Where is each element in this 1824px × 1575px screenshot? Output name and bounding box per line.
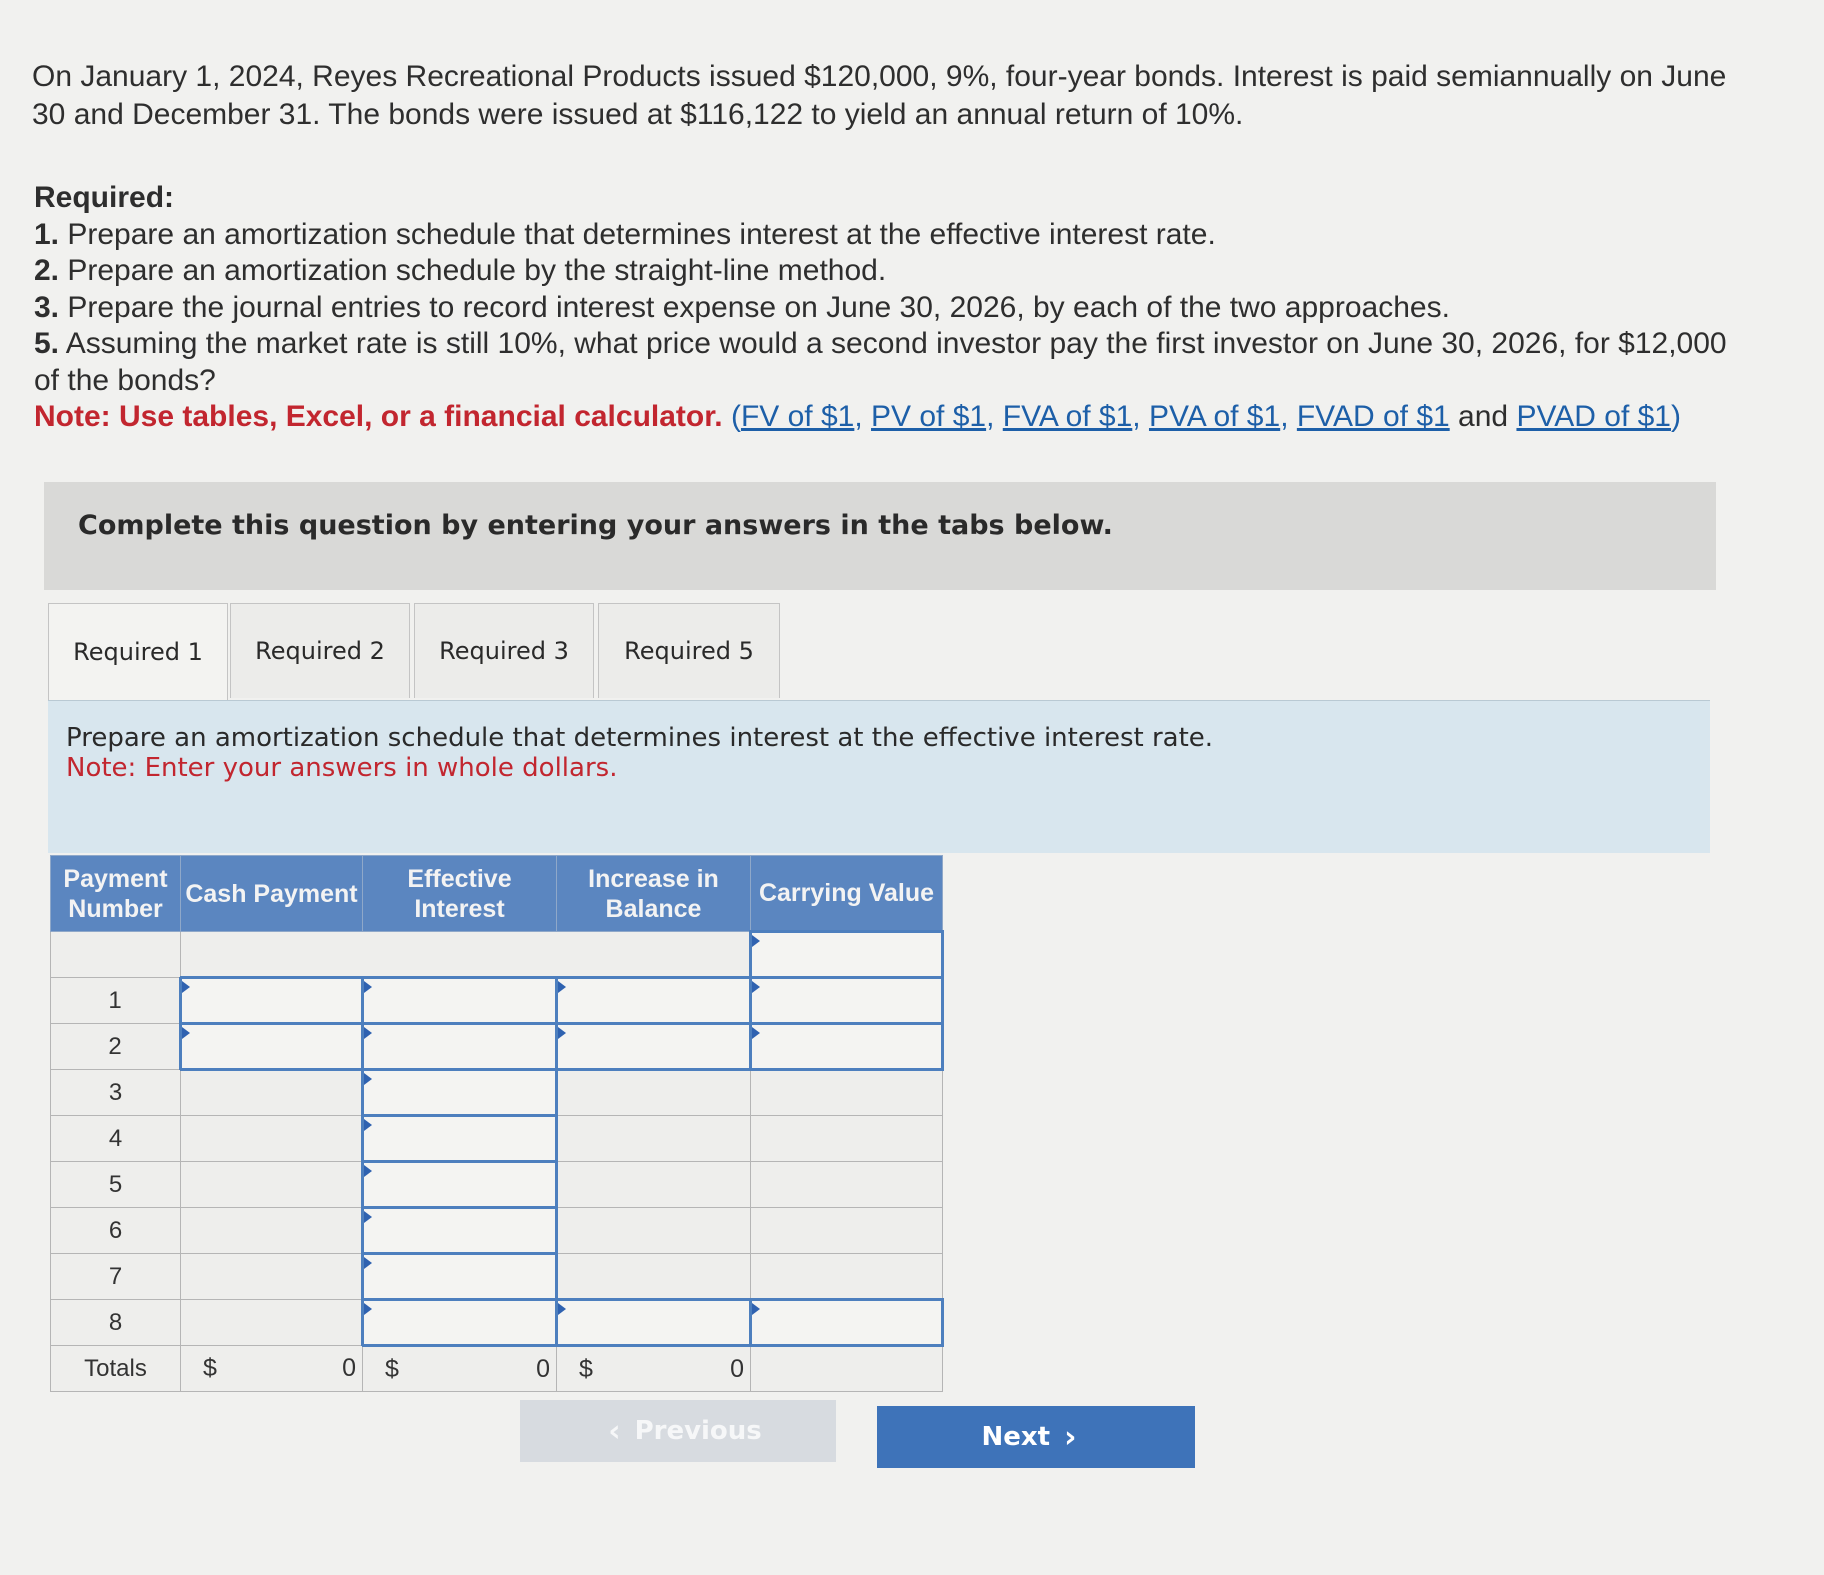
cell: [557, 1162, 751, 1208]
effective-interest-input[interactable]: [363, 1024, 557, 1070]
effective-interest-input[interactable]: [363, 1208, 557, 1254]
banner-text: Complete this question by entering your answers in the tabs below.: [78, 510, 1113, 541]
table-row: [51, 1116, 943, 1162]
total-cash-payment: $ 0: [181, 1346, 363, 1392]
total-increase-balance: $ 0: [557, 1346, 751, 1392]
amortization-table: [50, 855, 944, 1392]
cell: [181, 1162, 363, 1208]
effective-interest-input[interactable]: [363, 1162, 557, 1208]
required-item-1: 1. Prepare an amortization schedule that determines interest at the effective interest rate.: [34, 217, 1216, 251]
carrying-value-input[interactable]: [751, 1024, 943, 1070]
cell: [751, 1208, 943, 1254]
carrying-value-input[interactable]: [751, 978, 943, 1024]
required-item-3: 3. Prepare the journal entries to record interest expense on June 30, 2026, by each of the two approaches.: [34, 290, 1450, 324]
chevron-right-icon: ›: [1064, 1419, 1077, 1455]
header-effective-interest: Effective Interest: [363, 856, 557, 932]
increase-balance-input[interactable]: [557, 1024, 751, 1070]
cash-payment-input[interactable]: [181, 1024, 363, 1070]
cell: [181, 1116, 363, 1162]
cell: [751, 1070, 943, 1116]
total-effective-interest: $ 0: [363, 1346, 557, 1392]
cell: [181, 1070, 363, 1116]
requirements-block: [34, 180, 1734, 436]
cash-payment-input[interactable]: [181, 978, 363, 1024]
link-pva[interactable]: PVA of $1: [1148, 400, 1281, 433]
effective-interest-input[interactable]: [363, 1254, 557, 1300]
header-payment-number: Payment Number: [51, 856, 181, 932]
header-carrying-value: Carrying Value: [751, 856, 943, 932]
cell: [751, 1346, 943, 1392]
payment-number: 1: [51, 978, 181, 1024]
initial-carrying-value-input[interactable]: [751, 932, 943, 978]
effective-interest-input[interactable]: [363, 1070, 557, 1116]
cell: [181, 1254, 363, 1300]
tables-note: Note: Use tables, Excel, or a financial calculator. (FV of $1, PV of $1, FVA of $1, PVA of $1, FVAD of $1 and PVAD of $1): [34, 400, 1681, 433]
table-row: [51, 1254, 943, 1300]
increase-balance-input[interactable]: [557, 1300, 751, 1346]
table-row-initial: [51, 932, 943, 978]
cell: [557, 1208, 751, 1254]
problem-intro: On January 1, 2024, Reyes Recreational Products issued $120,000, 9%, four-year bonds. Interest is paid semiannually on June 30 and December 31. The bonds were issued at $116,122 to yield an annual return of 10%.: [32, 60, 1727, 131]
panel-note: Note: Enter your answers in whole dollars.: [66, 753, 618, 783]
cell: [751, 1254, 943, 1300]
cell: [181, 1300, 363, 1346]
link-fv[interactable]: FV of $1: [740, 400, 855, 433]
cell: [557, 1254, 751, 1300]
tables-note-label: Note: Use tables, Excel, or a financial calculator.: [34, 400, 723, 433]
table-row: [51, 1208, 943, 1254]
payment-number: 6: [51, 1208, 181, 1254]
problem-statement: [32, 58, 1732, 134]
cell: [181, 1208, 363, 1254]
chevron-left-icon: ‹: [608, 1413, 621, 1449]
link-pvad[interactable]: PVAD of $1: [1516, 400, 1671, 433]
required-item-2: 2. Prepare an amortization schedule by the straight-line method.: [34, 254, 887, 287]
totals-row: [51, 1346, 943, 1392]
previous-button[interactable]: ‹ Previous: [520, 1400, 836, 1462]
payment-number: 7: [51, 1254, 181, 1300]
required-heading: Required:: [34, 181, 175, 214]
tab-required-2[interactable]: Required 2: [230, 603, 410, 698]
panel-instruction: Prepare an amortization schedule that determines interest at the effective interest rate.: [66, 723, 1214, 753]
table-row: [51, 1300, 943, 1346]
next-button[interactable]: Next ›: [877, 1406, 1195, 1468]
effective-interest-input[interactable]: [363, 978, 557, 1024]
link-pv[interactable]: PV of $1: [871, 400, 987, 433]
payment-number: 5: [51, 1162, 181, 1208]
required-item-5: 5. Assuming the market rate is still 10%, what price would a second investor pay the first investor on June 30, 2026, for $12,000 of the bonds?: [34, 327, 1727, 397]
link-fva[interactable]: FVA of $1: [1002, 400, 1133, 433]
header-cash-payment: Cash Payment: [181, 856, 363, 932]
payment-number: 8: [51, 1300, 181, 1346]
carrying-value-input[interactable]: [751, 1300, 943, 1346]
tab-required-5[interactable]: Required 5: [598, 603, 780, 698]
instruction-panel: [48, 700, 1710, 853]
cell: [181, 932, 751, 978]
increase-balance-input[interactable]: [557, 978, 751, 1024]
instructions-banner: [44, 482, 1716, 590]
cell: [751, 1116, 943, 1162]
link-fvad[interactable]: FVAD of $1: [1296, 400, 1450, 433]
tab-required-1[interactable]: Required 1: [48, 603, 228, 700]
table-row: [51, 1024, 943, 1070]
effective-interest-input[interactable]: [363, 1116, 557, 1162]
totals-label: Totals: [51, 1346, 181, 1392]
cell: [557, 1116, 751, 1162]
table-row: [51, 978, 943, 1024]
payment-number: 4: [51, 1116, 181, 1162]
tab-required-3[interactable]: Required 3: [414, 603, 594, 698]
cell: [751, 1162, 943, 1208]
table-row: [51, 1162, 943, 1208]
table-header-row: [51, 856, 943, 932]
header-increase-in-balance: Increase in Balance: [557, 856, 751, 932]
table-row: [51, 1070, 943, 1116]
cell: [557, 1070, 751, 1116]
payment-number: 2: [51, 1024, 181, 1070]
effective-interest-input[interactable]: [363, 1300, 557, 1346]
payment-number: 3: [51, 1070, 181, 1116]
cell: [51, 932, 181, 978]
